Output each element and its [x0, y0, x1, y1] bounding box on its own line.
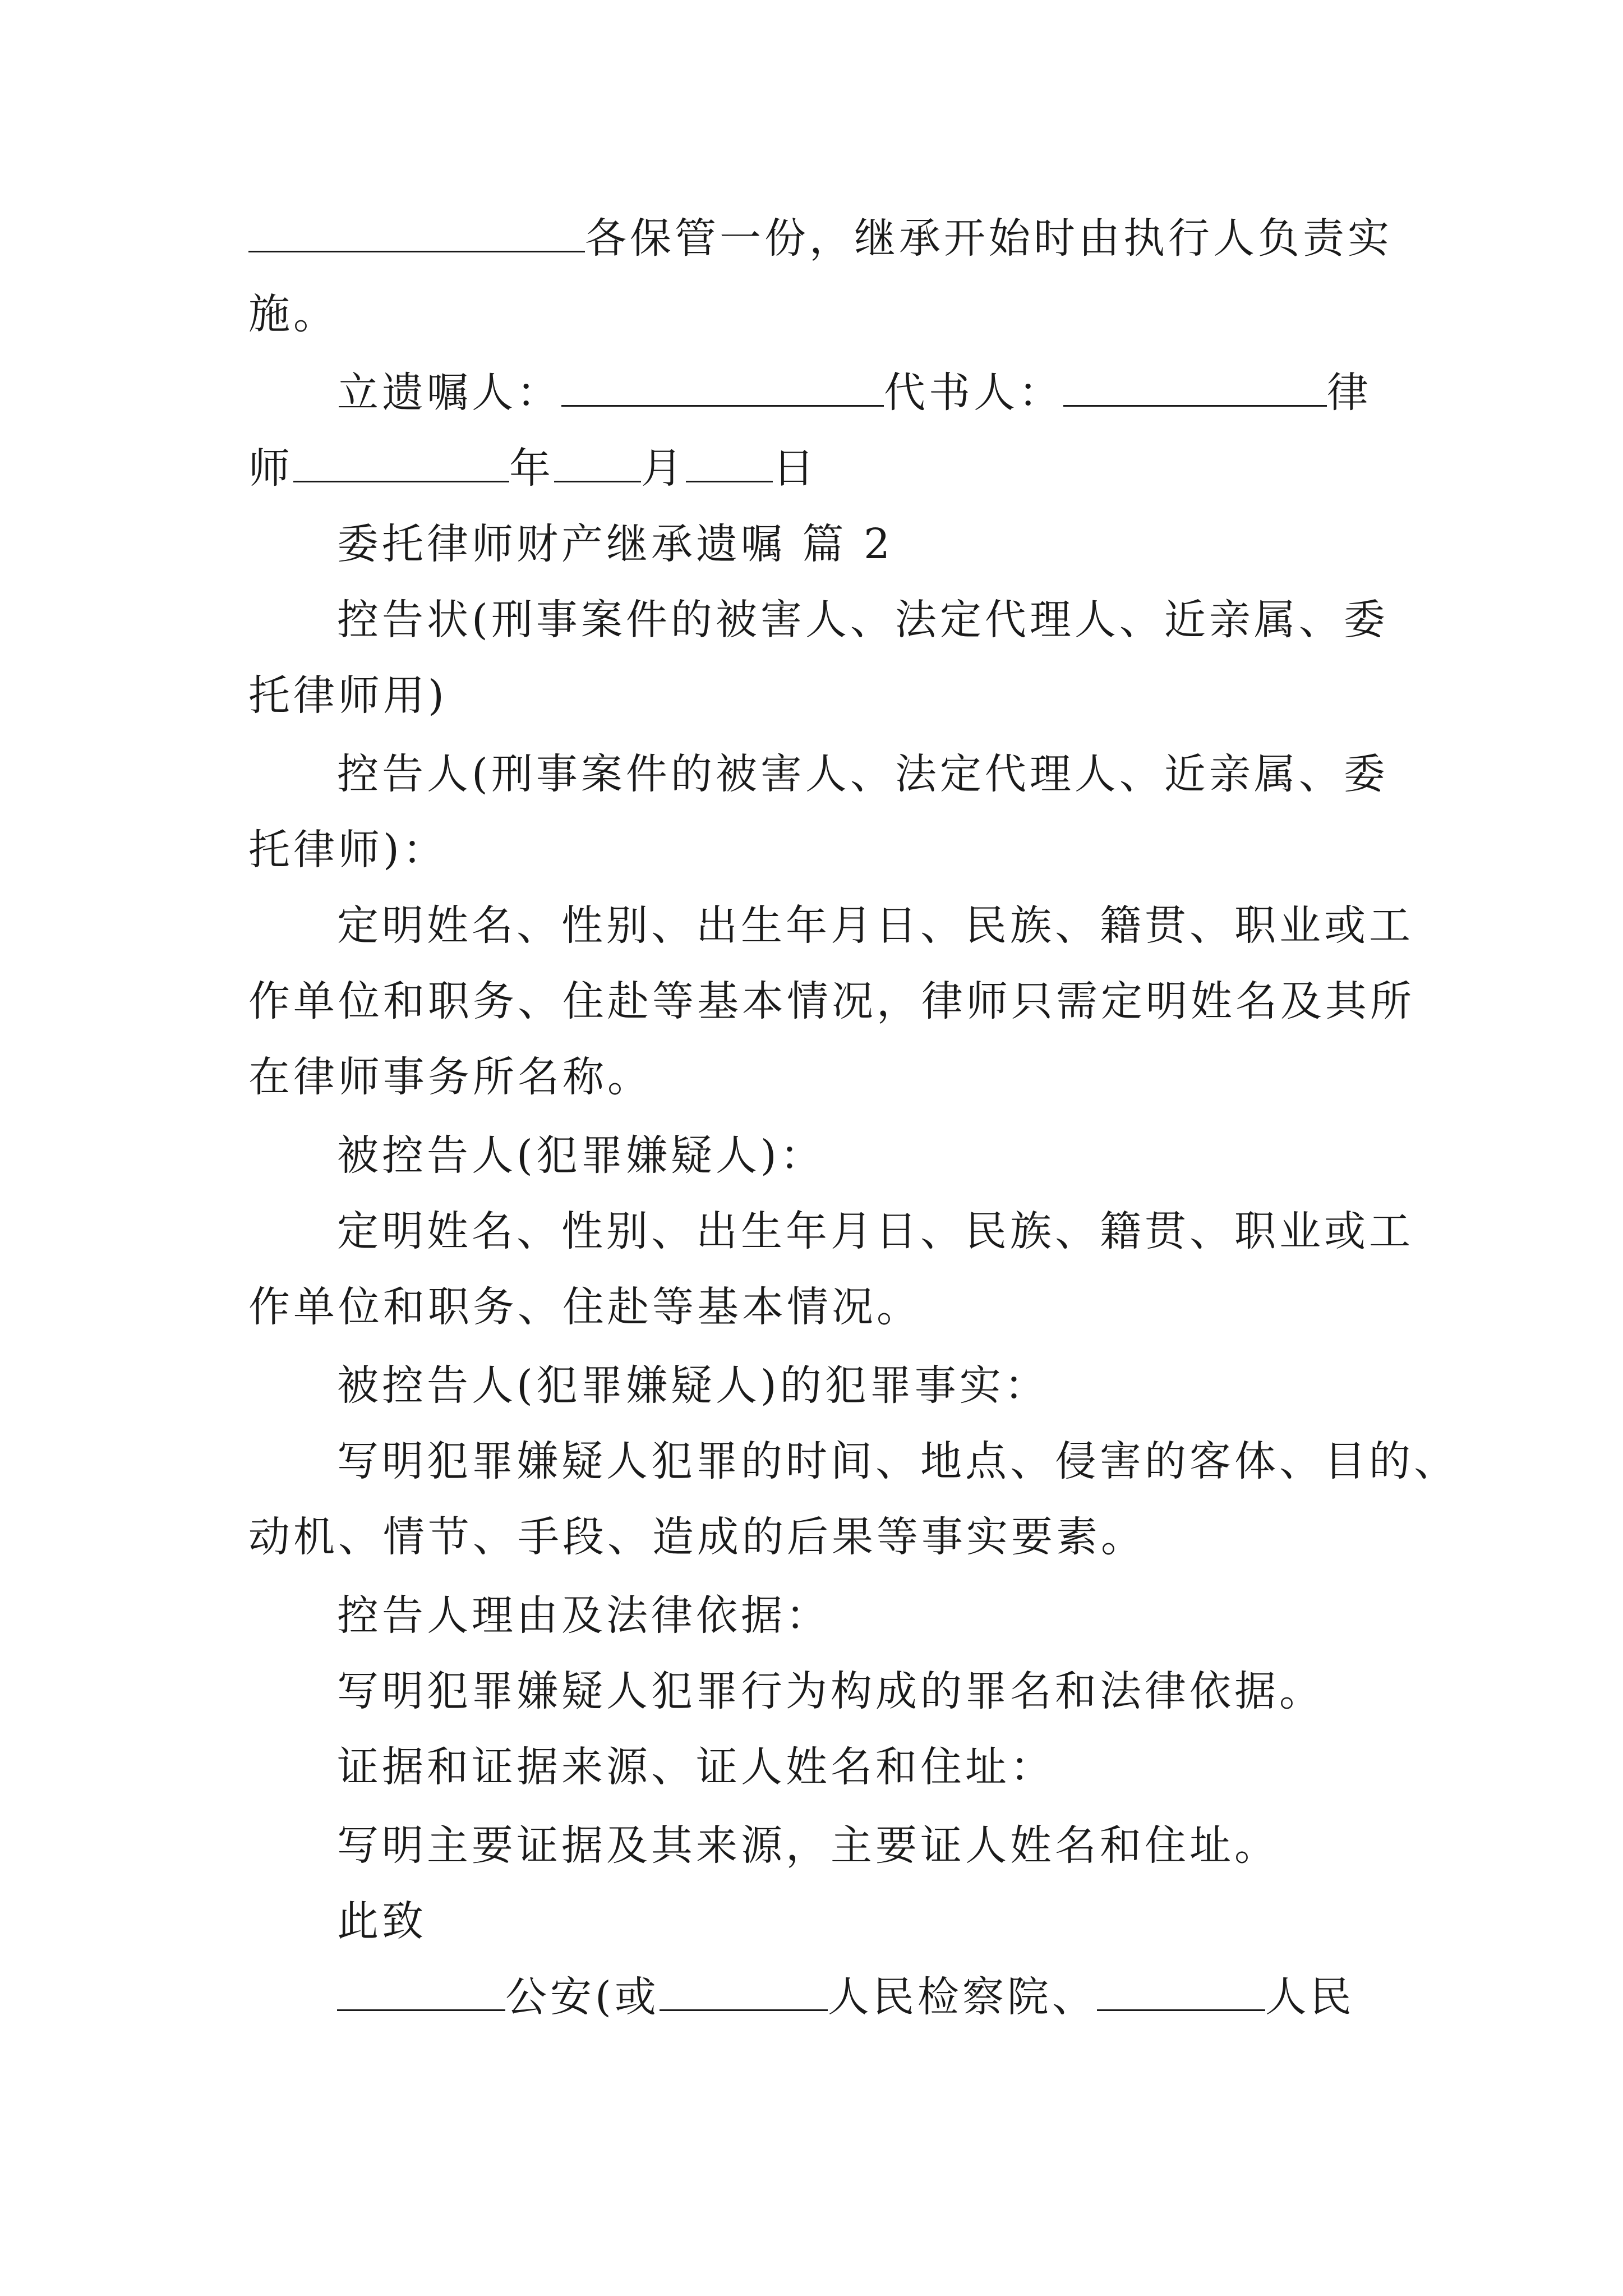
recipient-line	[337, 1966, 1355, 2028]
para-continuation-line	[248, 208, 1393, 269]
scribe-label: 代书人：	[884, 369, 1063, 417]
signature-line	[337, 362, 1372, 424]
text-line: 托律师)：	[248, 826, 448, 874]
text-line: 此致	[337, 1897, 427, 1945]
text-line: 证据和证据来源、证人姓名和住址：	[337, 1743, 1055, 1791]
recipient-text: 公安(或	[505, 1973, 660, 2021]
fill-blank	[561, 369, 884, 407]
fill-blank	[1063, 369, 1327, 407]
fill-blank	[686, 445, 773, 482]
text-line: 在律师事务所名称。	[248, 1053, 652, 1101]
date-line	[248, 438, 818, 499]
fill-blank	[660, 1973, 828, 2011]
day-label: 日	[773, 444, 818, 493]
text-line: 写明犯罪嫌疑人犯罪行为构成的罪名和法律依据。	[337, 1667, 1324, 1715]
para-text: 各保管一份，继承开始时由执行人负责实	[585, 214, 1393, 263]
text-line: 作单位和职务、住赴等基本情况。	[248, 1283, 921, 1331]
text-line: 控告人理由及法律依据：	[337, 1591, 831, 1640]
text-line: 动机、情节、手段、造成的后果等事实要素。	[248, 1513, 1146, 1561]
text-line: 被控告人(犯罪嫌疑人)：	[337, 1131, 825, 1180]
text-line: 托律师用)	[248, 671, 448, 720]
fill-blank	[337, 1973, 505, 2011]
text-line: 控告状(刑事案件的被害人、法定代理人、近亲属、委	[337, 596, 1389, 644]
month-label: 月	[641, 444, 686, 493]
fill-blank	[554, 445, 641, 482]
section-heading: 委托律师财产继承遗嘱 篇 2	[337, 520, 894, 568]
text-line: 被控告人(犯罪嫌疑人)的犯罪事实：	[337, 1361, 1049, 1410]
fill-blank	[248, 215, 585, 252]
para-continuation-line	[248, 283, 338, 345]
recipient-text: 人民检察院、	[827, 1973, 1097, 2021]
text-line: 写明犯罪嫌疑人犯罪的时间、地点、侵害的客体、目的、	[337, 1437, 1459, 1485]
para-text: 施。	[248, 290, 338, 338]
lawyer-label: 师	[248, 444, 293, 493]
text-line: 定明姓名、性别、出生年月日、民族、籍贯、职业或工	[337, 901, 1414, 950]
text-line: 控告人(刑事案件的被害人、法定代理人、近亲属、委	[337, 750, 1389, 798]
text-line: 定明姓名、性别、出生年月日、民族、籍贯、职业或工	[337, 1207, 1414, 1255]
testator-label: 立遗嘱人：	[337, 369, 561, 417]
recipient-text: 人民	[1265, 1973, 1355, 2021]
lawyer-label: 律	[1327, 369, 1372, 417]
text-line: 写明主要证据及其来源，主要证人姓名和住址。	[337, 1821, 1279, 1870]
fill-blank	[293, 445, 509, 482]
text-line: 作单位和职务、住赴等基本情况，律师只需定明姓名及其所	[248, 977, 1415, 1025]
year-label: 年	[509, 444, 554, 493]
fill-blank	[1097, 1973, 1265, 2011]
